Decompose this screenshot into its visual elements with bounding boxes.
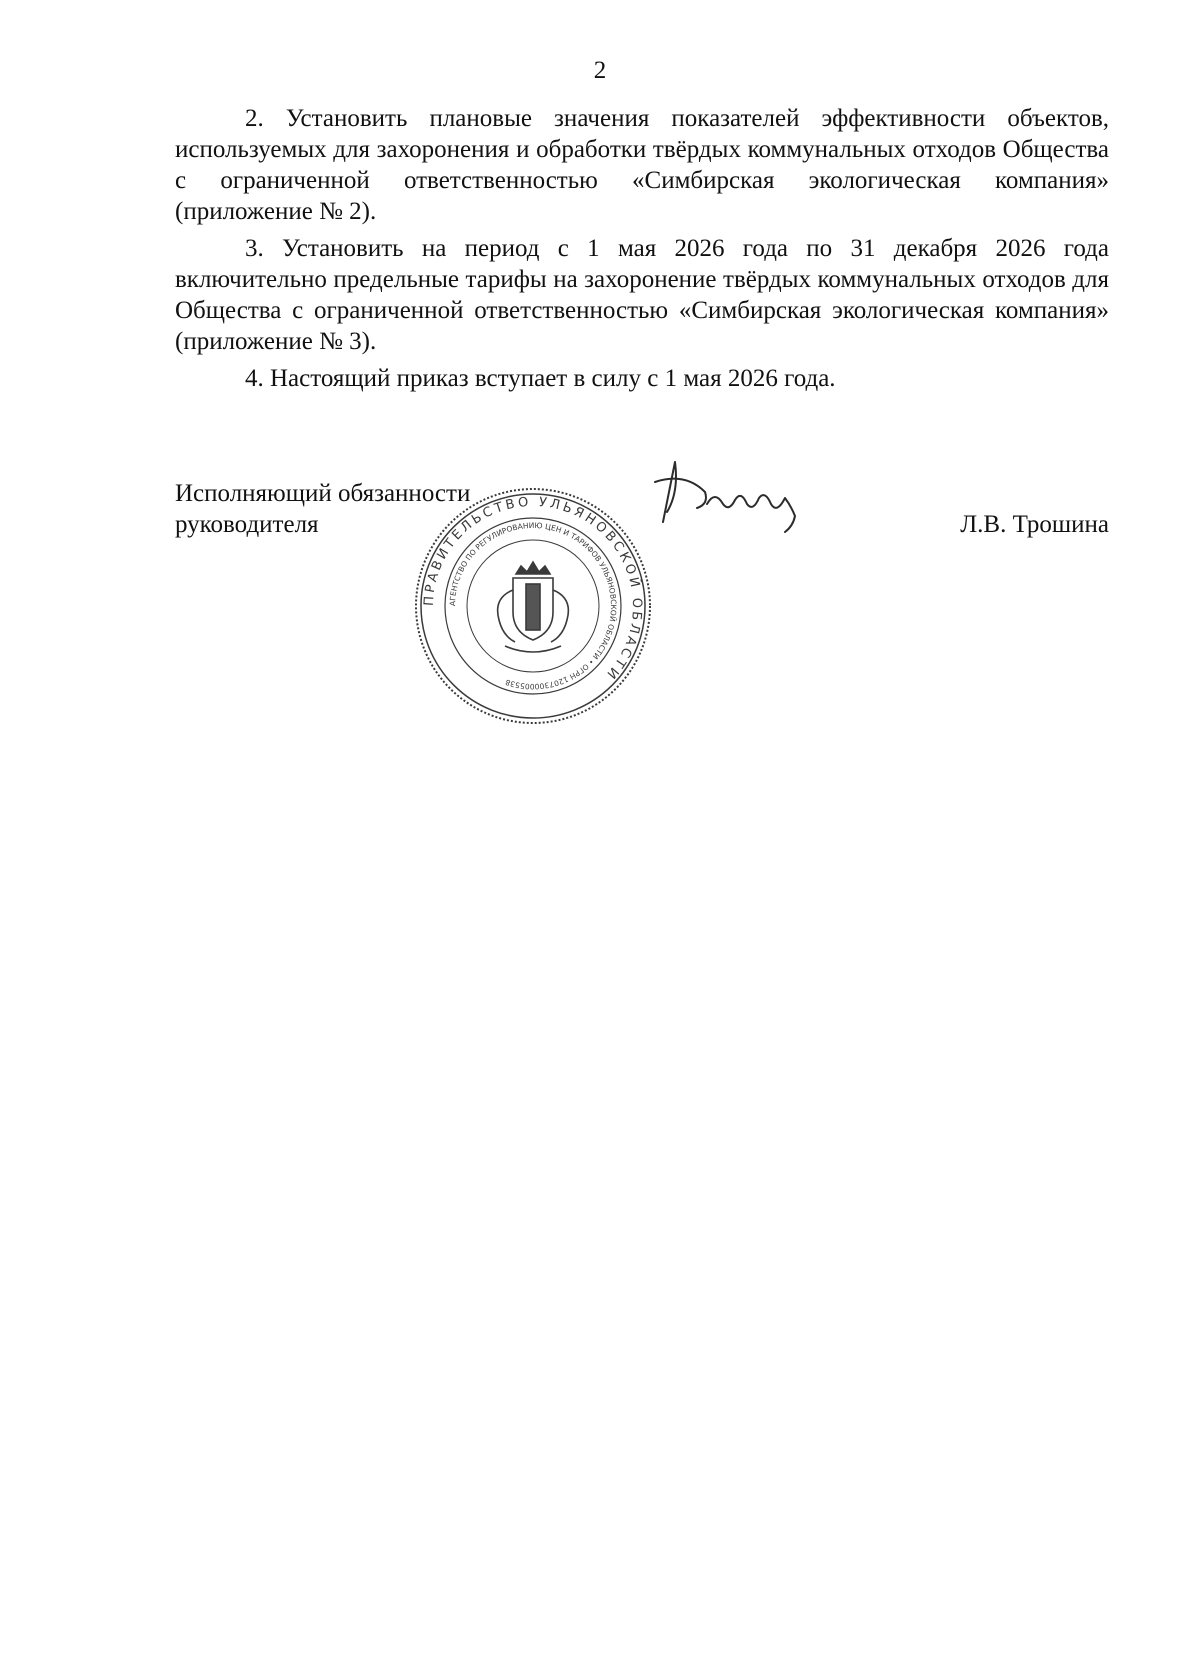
handwritten-signature-icon [645, 442, 815, 542]
paragraph-item-4: 4. Настоящий приказ вступает в силу с 1 мая 2026 года. [245, 365, 836, 392]
signer-position-line1: Исполняющий обязанности [175, 480, 471, 507]
signer-name: Л.В. Трошина [960, 511, 1109, 538]
signature-block [175, 478, 1109, 738]
seal-inner-text: АГЕНТСТВО ПО РЕГУЛИРОВАНИЮ ЦЕН И ТАРИФОВ УЛЬЯНОВСКОЙ ОБЛАСТИ • ОГРН 1207300005538 [447, 520, 619, 692]
paragraph-item-3: 3. Установить на период с 1 мая 2026 года по 31 декабря 2026 года включительно предельные тарифы на захоронение твёрдых коммунальных отходов для Общества с ограниченной ответственностью «Симбирская экологическая компания» (приложение № 3). [175, 235, 1109, 355]
seal-outer-text: ПРАВИТЕЛЬСТВО УЛЬЯНОВСКОЙ ОБЛАСТИ [421, 494, 645, 684]
page-number: 2 [593, 57, 607, 84]
signer-position-line2: руководителя [175, 511, 319, 538]
document-body [175, 103, 1109, 400]
official-seal-stamp [413, 486, 653, 726]
paragraph-item-2: 2. Установить плановые значения показателей эффективности объектов, используемых для захоронения и обработки твёрдых коммунальных отходов Общества с ограниченной ответственностью «Симбирская экологическая компания» (приложение № 2). [175, 105, 1109, 225]
coat-of-arms-icon [498, 562, 569, 652]
